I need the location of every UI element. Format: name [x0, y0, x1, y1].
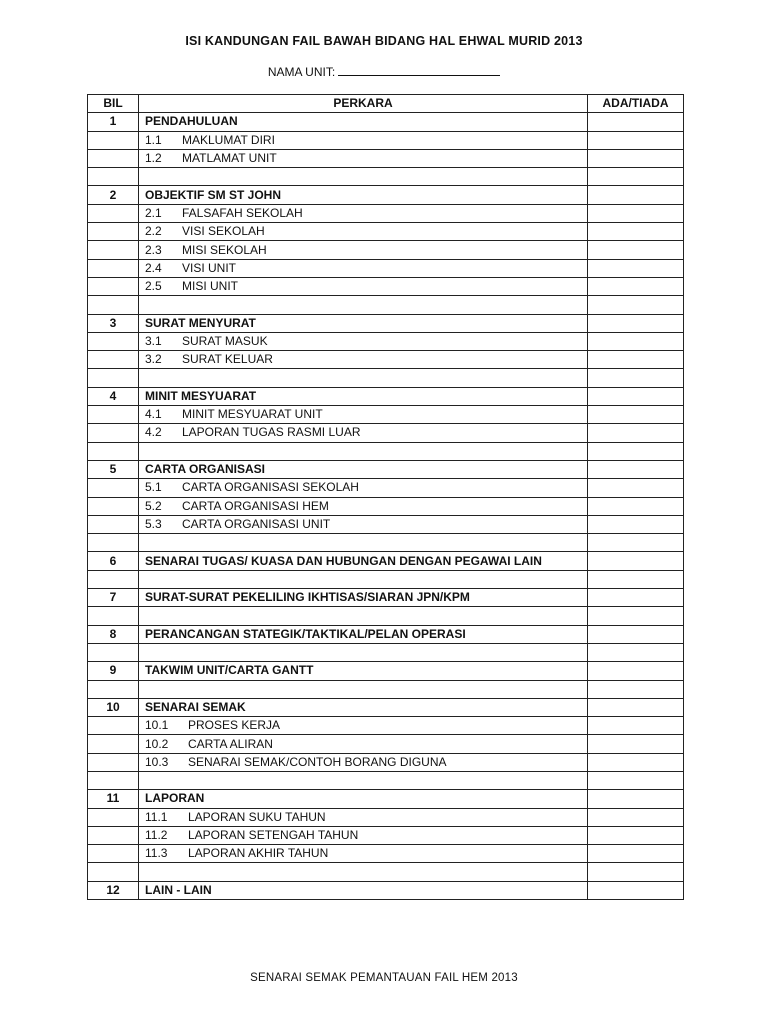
unit-name-label: NAMA UNIT: [267, 65, 336, 79]
item-cell [139, 241, 588, 259]
blank-row [88, 534, 684, 552]
item-row [88, 717, 684, 735]
item-cell [139, 149, 588, 167]
table-header-row [88, 95, 684, 113]
item-text: MATLAMAT UNIT [182, 151, 277, 166]
section-row [88, 790, 684, 808]
section-row [88, 113, 684, 131]
item-cell [139, 223, 588, 241]
unit-name-blank [338, 65, 500, 76]
blank-cell [139, 168, 588, 186]
section-number: 11 [88, 790, 139, 808]
item-row [88, 259, 684, 277]
header-bil: BIL [88, 95, 139, 113]
item-text: CARTA ORGANISASI SEKOLAH [182, 480, 359, 495]
item-row [88, 277, 684, 295]
ada-tiada-cell[interactable] [588, 552, 684, 570]
ada-tiada-cell[interactable] [588, 241, 684, 259]
section-row [88, 589, 684, 607]
ada-tiada-cell[interactable] [588, 149, 684, 167]
blank-row [88, 296, 684, 314]
section-title: LAPORAN [139, 790, 588, 808]
ada-tiada-cell[interactable] [588, 387, 684, 405]
ada-tiada-cell[interactable] [588, 259, 684, 277]
item-cell [139, 424, 588, 442]
section-row [88, 625, 684, 643]
section-title: SENARAI TUGAS/ KUASA DAN HUBUNGAN DENGAN PEGAWAI LAIN [139, 552, 588, 570]
item-number: 4.1 [145, 407, 162, 422]
item-number: 1.2 [145, 151, 162, 166]
item-row [88, 131, 684, 149]
blank-cell [88, 168, 139, 186]
document-title: ISI KANDUNGAN FAIL BAWAH BIDANG HAL EHWAL MURID 2013 [185, 34, 583, 48]
ada-tiada-cell[interactable] [588, 607, 684, 625]
item-text: CARTA ORGANISASI HEM [182, 498, 329, 513]
item-bil-cell [88, 149, 139, 167]
blank-cell [139, 863, 588, 881]
ada-tiada-cell[interactable] [588, 826, 684, 844]
item-number: 11.1 [145, 809, 168, 824]
section-title: PERANCANGAN STATEGIK/TAKTIKAL/PELAN OPERASI [139, 625, 588, 643]
item-cell [139, 515, 588, 533]
blank-row [88, 442, 684, 460]
section-title: MINIT MESYUARAT [139, 387, 588, 405]
item-number: 4.2 [145, 425, 162, 440]
item-number: 10.1 [145, 718, 169, 733]
ada-tiada-cell[interactable] [588, 314, 684, 332]
section-title: TAKWIM UNIT/CARTA GANTT [139, 662, 588, 680]
ada-tiada-cell[interactable] [588, 424, 684, 442]
blank-cell [88, 643, 139, 661]
item-bil-cell [88, 479, 139, 497]
checklist-table [87, 94, 684, 900]
ada-tiada-cell[interactable] [588, 204, 684, 222]
ada-tiada-cell[interactable] [588, 351, 684, 369]
item-text: LAPORAN SETENGAH TAHUN [188, 828, 359, 843]
ada-tiada-cell[interactable] [588, 296, 684, 314]
blank-cell [88, 296, 139, 314]
ada-tiada-cell[interactable] [588, 698, 684, 716]
item-bil-cell [88, 204, 139, 222]
ada-tiada-cell[interactable] [588, 442, 684, 460]
section-number: 12 [88, 881, 139, 899]
blank-cell [139, 643, 588, 661]
item-cell [139, 131, 588, 149]
item-text: MAKLUMAT DIRI [182, 132, 275, 147]
section-number: 10 [88, 698, 139, 716]
blank-cell [139, 442, 588, 460]
ada-tiada-cell[interactable] [588, 753, 684, 771]
blank-cell [88, 680, 139, 698]
section-title: PENDAHULUAN [139, 113, 588, 131]
item-cell [139, 735, 588, 753]
ada-tiada-cell[interactable] [588, 680, 684, 698]
blank-row [88, 643, 684, 661]
blank-cell [88, 534, 139, 552]
item-number: 2.3 [145, 242, 162, 257]
item-number: 5.2 [145, 498, 162, 513]
item-number: 11.3 [145, 846, 168, 861]
section-row [88, 186, 684, 204]
item-number: 3.2 [145, 352, 162, 367]
ada-tiada-cell[interactable] [588, 497, 684, 515]
item-cell [139, 277, 588, 295]
item-row [88, 845, 684, 863]
blank-cell [88, 570, 139, 588]
blank-row [88, 771, 684, 789]
item-row [88, 424, 684, 442]
ada-tiada-cell[interactable] [588, 277, 684, 295]
ada-tiada-cell[interactable] [588, 186, 684, 204]
blank-cell [139, 369, 588, 387]
item-text: MINIT MESYUARAT UNIT [182, 407, 323, 422]
item-row [88, 479, 684, 497]
ada-tiada-cell[interactable] [588, 790, 684, 808]
ada-tiada-cell[interactable] [588, 131, 684, 149]
item-cell [139, 332, 588, 350]
blank-cell [139, 296, 588, 314]
item-row [88, 149, 684, 167]
section-row [88, 881, 684, 899]
item-text: PROSES KERJA [188, 718, 281, 733]
item-number: 3.1 [145, 334, 162, 348]
blank-cell [88, 863, 139, 881]
item-row [88, 332, 684, 350]
blank-cell [88, 442, 139, 460]
ada-tiada-cell[interactable] [588, 223, 684, 241]
item-row [88, 735, 684, 753]
item-bil-cell [88, 515, 139, 533]
item-cell [139, 406, 588, 424]
section-number: 8 [88, 625, 139, 643]
section-title: SURAT MENYURAT [139, 314, 588, 332]
ada-tiada-cell[interactable] [588, 406, 684, 424]
ada-tiada-cell[interactable] [588, 845, 684, 863]
item-number: 10.3 [145, 754, 169, 769]
ada-tiada-cell[interactable] [588, 625, 684, 643]
item-text: CARTA ALIRAN [188, 736, 273, 751]
ada-tiada-cell[interactable] [588, 570, 684, 588]
item-number: 1.1 [145, 132, 162, 147]
item-cell [139, 259, 588, 277]
blank-cell [139, 607, 588, 625]
blank-row [88, 369, 684, 387]
item-cell [139, 845, 588, 863]
ada-tiada-cell[interactable] [588, 369, 684, 387]
item-text: LAPORAN SUKU TAHUN [188, 809, 326, 824]
section-number: 7 [88, 589, 139, 607]
ada-tiada-cell[interactable] [588, 515, 684, 533]
item-cell [139, 497, 588, 515]
ada-tiada-cell[interactable] [588, 460, 684, 478]
item-bil-cell [88, 277, 139, 295]
item-text: MISI UNIT [182, 279, 238, 294]
ada-tiada-cell[interactable] [588, 168, 684, 186]
section-title: SENARAI SEMAK [139, 698, 588, 716]
item-cell [139, 351, 588, 369]
blank-cell [88, 369, 139, 387]
item-text: SURAT KELUAR [182, 352, 273, 367]
section-number: 5 [88, 460, 139, 478]
blank-row [88, 607, 684, 625]
item-bil-cell [88, 332, 139, 350]
item-number: 2.1 [145, 205, 162, 220]
header-perkara: PERKARA [139, 95, 588, 113]
section-title: OBJEKTIF SM ST JOHN [139, 186, 588, 204]
blank-row [88, 168, 684, 186]
item-number: 10.2 [145, 736, 169, 751]
item-number: 5.1 [145, 480, 162, 495]
blank-row [88, 863, 684, 881]
section-row [88, 698, 684, 716]
item-bil-cell [88, 131, 139, 149]
section-title: SURAT-SURAT PEKELILING IKHTISAS/SIARAN JPN/KPM [139, 589, 588, 607]
item-bil-cell [88, 497, 139, 515]
item-bil-cell [88, 424, 139, 442]
item-row [88, 241, 684, 259]
item-text: LAPORAN TUGAS RASMI LUAR [182, 425, 361, 440]
item-row [88, 808, 684, 826]
item-bil-cell [88, 808, 139, 826]
item-number: 2.4 [145, 260, 162, 275]
item-bil-cell [88, 753, 139, 771]
item-bil-cell [88, 351, 139, 369]
section-number: 4 [88, 387, 139, 405]
ada-tiada-cell[interactable] [588, 643, 684, 661]
section-title: LAIN - LAIN [139, 881, 588, 899]
item-cell [139, 808, 588, 826]
item-row [88, 515, 684, 533]
blank-row [88, 680, 684, 698]
item-number: 11.2 [145, 828, 168, 843]
item-row [88, 753, 684, 771]
section-number: 2 [88, 186, 139, 204]
item-number: 2.2 [145, 224, 162, 239]
ada-tiada-cell[interactable] [588, 534, 684, 552]
section-number: 1 [88, 113, 139, 131]
ada-tiada-cell[interactable] [588, 479, 684, 497]
ada-tiada-cell[interactable] [588, 332, 684, 350]
item-row [88, 223, 684, 241]
item-row [88, 204, 684, 222]
section-title: CARTA ORGANISASI [139, 460, 588, 478]
page-footer: SENARAI SEMAK PEMANTAUAN FAIL HEM 2013 [250, 972, 518, 984]
section-row [88, 314, 684, 332]
ada-tiada-cell[interactable] [588, 808, 684, 826]
item-row [88, 826, 684, 844]
item-cell [139, 753, 588, 771]
section-number: 3 [88, 314, 139, 332]
item-cell [139, 204, 588, 222]
item-cell [139, 479, 588, 497]
item-text: SURAT MASUK [182, 334, 268, 348]
ada-tiada-cell[interactable] [588, 881, 684, 899]
blank-cell [139, 534, 588, 552]
item-text: VISI SEKOLAH [182, 224, 265, 239]
ada-tiada-cell[interactable] [588, 863, 684, 881]
section-row [88, 387, 684, 405]
section-number: 6 [88, 552, 139, 570]
item-row [88, 406, 684, 424]
ada-tiada-cell[interactable] [588, 113, 684, 131]
section-row [88, 552, 684, 570]
section-number: 9 [88, 662, 139, 680]
section-row [88, 460, 684, 478]
item-bil-cell [88, 717, 139, 735]
item-bil-cell [88, 735, 139, 753]
blank-cell [88, 607, 139, 625]
item-bil-cell [88, 259, 139, 277]
ada-tiada-cell[interactable] [588, 589, 684, 607]
ada-tiada-cell[interactable] [588, 771, 684, 789]
item-text: LAPORAN AKHIR TAHUN [188, 846, 329, 861]
ada-tiada-cell[interactable] [588, 717, 684, 735]
ada-tiada-cell[interactable] [588, 662, 684, 680]
blank-cell [139, 771, 588, 789]
blank-row [88, 570, 684, 588]
item-cell [139, 717, 588, 735]
item-bil-cell [88, 241, 139, 259]
item-row [88, 351, 684, 369]
item-number: 2.5 [145, 279, 162, 294]
item-bil-cell [88, 826, 139, 844]
item-text: CARTA ORGANISASI UNIT [182, 516, 331, 531]
section-row [88, 662, 684, 680]
item-bil-cell [88, 845, 139, 863]
item-bil-cell [88, 406, 139, 424]
blank-cell [139, 570, 588, 588]
item-text: VISI UNIT [182, 260, 237, 275]
item-number: 5.3 [145, 516, 162, 531]
item-row [88, 497, 684, 515]
ada-tiada-cell[interactable] [588, 735, 684, 753]
item-cell [139, 826, 588, 844]
item-text: SENARAI SEMAK/CONTOH BORANG DIGUNA [188, 754, 447, 769]
header-ada-tiada: ADA/TIADA [588, 95, 684, 113]
item-bil-cell [88, 223, 139, 241]
blank-cell [139, 680, 588, 698]
item-text: MISI SEKOLAH [182, 242, 267, 257]
unit-name-line [0, 65, 768, 79]
item-text: FALSAFAH SEKOLAH [182, 205, 303, 220]
blank-cell [88, 771, 139, 789]
